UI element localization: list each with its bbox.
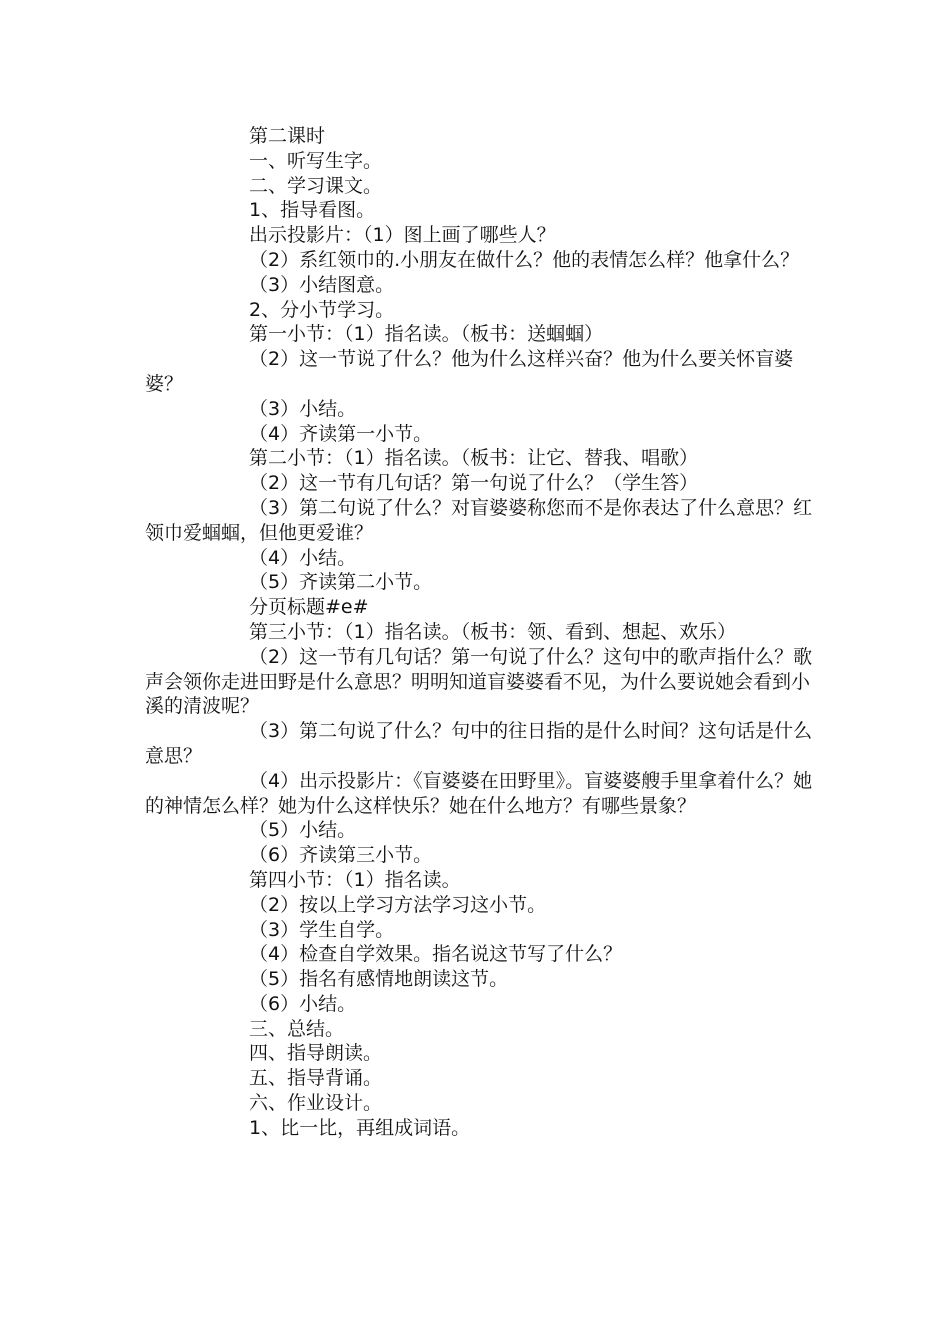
paragraph-line: （4）小结。: [249, 546, 357, 569]
paragraph-line: 二、学习课文。: [249, 174, 383, 197]
paragraph-line: 分页标题#e#: [249, 596, 369, 619]
paragraph-line: 五、指导背诵。: [249, 1067, 383, 1090]
paragraph-line: 出示投影片：（1）图上画了哪些人？: [249, 224, 556, 247]
paragraph-line: 一、听写生字。: [249, 149, 383, 172]
paragraph-line: （3）小结。: [249, 397, 357, 420]
paragraph-line: （6）齐读第三小节。: [249, 844, 433, 867]
document-body: [145, 124, 815, 1141]
paragraph-line: 第二小节：（1）指名读。（板书：让它、替我、唱歌）: [249, 447, 699, 470]
paragraph-line: （4）齐读第一小节。: [249, 422, 433, 445]
paragraph-line: （3）第二句说了什么？对盲婆婆称您而不是你表达了什么意思？红领巾爱蝈蝈，但他更爱谁？: [145, 496, 813, 544]
paragraph-line: （3）第二句说了什么？句中的往日指的是什么时间？这句话是什么意思？: [145, 720, 813, 767]
paragraph-line: （5）指名有感情地朗读这节。: [249, 968, 509, 991]
paragraph-line: （5）齐读第二小节。: [249, 571, 433, 594]
paragraph-line: （4）出示投影片：《盲婆婆在田野里》。盲婆婆艘手里拿着什么？她的神情怎么样？她为什么这样快乐？她在什么地方？有哪些景象？: [145, 769, 813, 817]
paragraph-line: （2）这一节有几句话？第一句说了什么？（学生答）: [249, 472, 699, 495]
paragraph-line: 六、作业设计。: [249, 1092, 383, 1115]
paragraph-line: 第四小节：（1）指名读。: [249, 868, 461, 891]
paragraph-line: （3）学生自学。: [249, 918, 395, 941]
paragraph-line: （2）按以上学习方法学习这小节。: [249, 893, 547, 916]
paragraph-line: （2）这一节说了什么？他为什么这样兴奋？他为什么要关怀盲婆婆？: [145, 348, 794, 395]
paragraph-line: （2）系红领巾的.小朋友在做什么？他的表情怎么样？他拿什么？: [249, 248, 800, 271]
paragraph-line: 1、比一比，再组成词语。: [249, 1116, 471, 1139]
paragraph-line: （4）检查自学效果。指名说这节写了什么？: [249, 943, 623, 966]
paragraph-line: 三、总结。: [249, 1017, 345, 1040]
paragraph-line: （5）小结。: [249, 819, 357, 842]
paragraph-line: 第三小节：（1）指名读。（板书：领、看到、想起、欢乐）: [249, 620, 737, 643]
paragraph-line: 四、指导朗读。: [249, 1042, 383, 1065]
paragraph-line: （2）这一节有几句话？第一句说了什么？这句中的歌声指什么？歌声会领你走进田野是什么意思？明明知道盲婆婆看不见，为什么要说她会看到小溪的清波呢？: [145, 645, 813, 718]
paragraph-line: （3）小结图意。: [249, 273, 395, 296]
paragraph-line: 第一小节：（1）指名读。（板书：送蝈蝈）: [249, 323, 604, 346]
paragraph-line: 第二课时: [249, 125, 326, 147]
paragraph-line: 1、指导看图。: [249, 199, 376, 222]
paragraph-line: 2、分小节学习。: [249, 298, 395, 321]
paragraph-line: （6）小结。: [249, 992, 357, 1015]
